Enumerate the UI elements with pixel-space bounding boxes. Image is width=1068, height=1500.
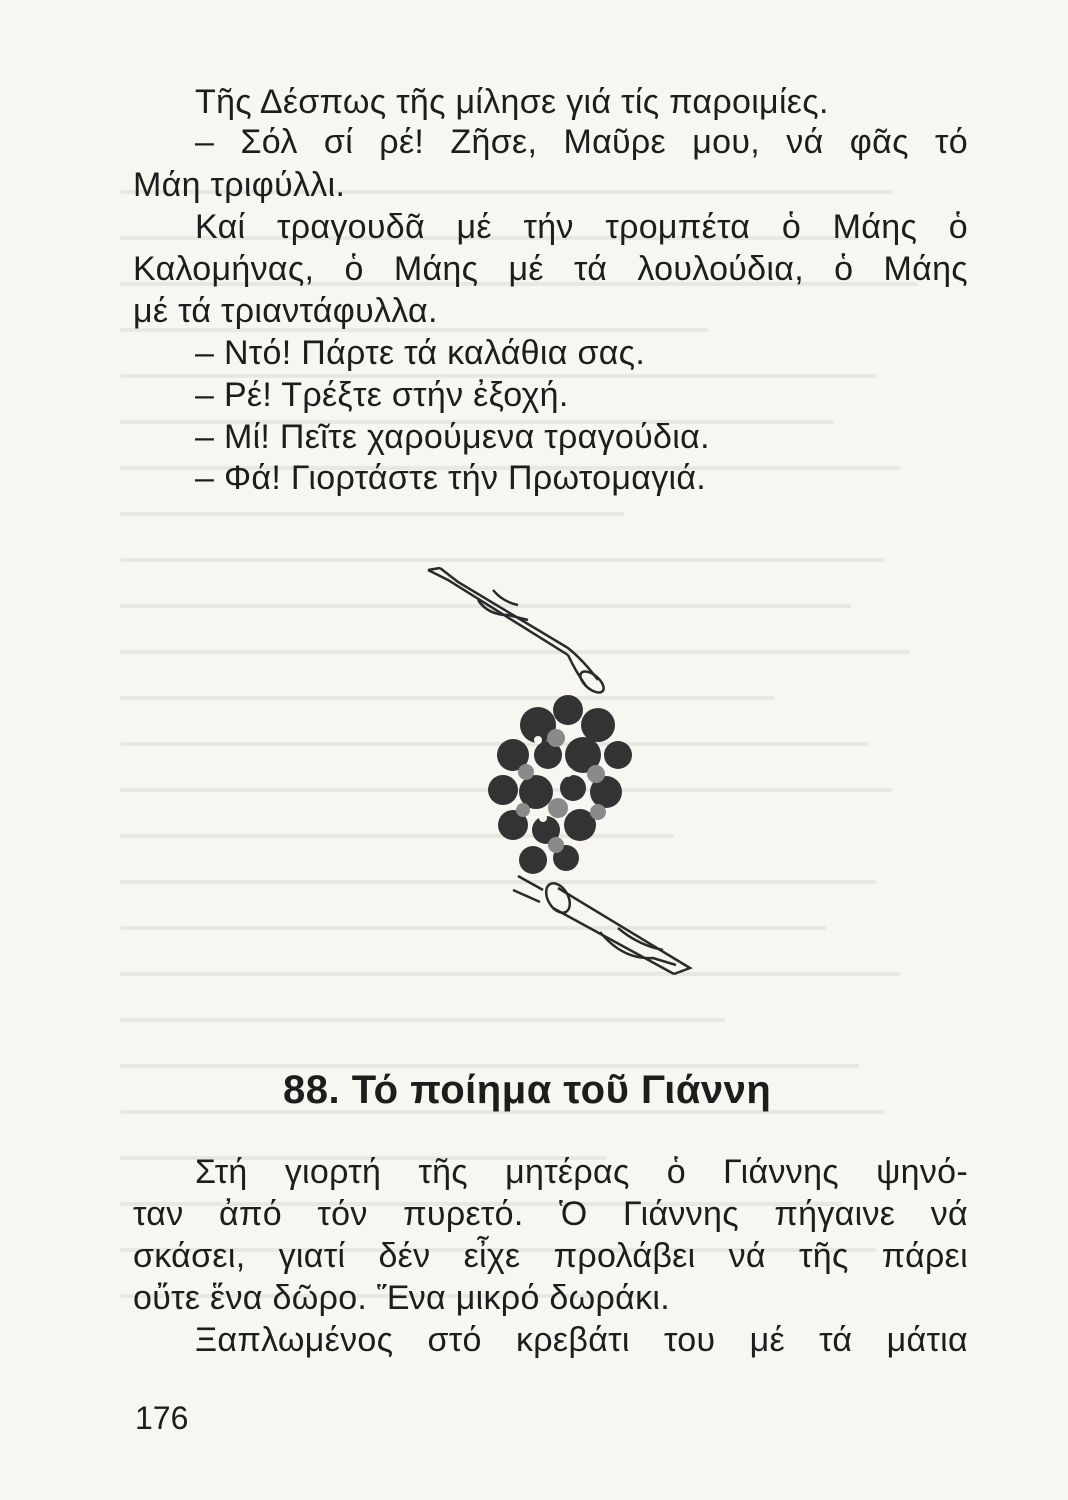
story-line-1: Στή γιορτή τῆς μητέρας ὁ Γιάννης ψηνό-: [195, 1153, 968, 1191]
text-line-9: – Μί! Πεῖτε χαρούμενα τραγούδια.: [195, 418, 710, 456]
text-line-4: Καί τραγουδᾶ μέ τήν τρομπέτα ὁ Μάης ὁ: [195, 208, 968, 246]
text-line-5: Καλομήνας, ὁ Μάης μέ τά λουλούδια, ὁ Μάης: [133, 250, 968, 288]
text-line-10: – Φά! Γιορτάστε τήν Πρωτομαγιά.: [195, 459, 707, 497]
story-line-5: Ξαπλωμένος στό κρεβάτι του μέ τά μάτια: [195, 1321, 968, 1359]
page-number: 176: [135, 1400, 189, 1436]
text-line-1: Τῆς Δέσπως τῆς μίλησε γιά τίς παροιμίες.: [195, 83, 829, 121]
section-heading: 88. Τό ποίημα τοῦ Γιάννη: [283, 1068, 772, 1112]
story-line-3: σκάσει, γιατί δέν εἶχε προλάβει νά τῆς πάρει: [133, 1237, 968, 1275]
story-line-4: οὔτε ἕνα δῶρο. Ἕνα μικρό δωράκι.: [133, 1279, 670, 1317]
text-line-7: – Ντό! Πάρτε τά καλάθια σας.: [195, 334, 646, 372]
text-line-3: Μάη τριφύλλι.: [133, 166, 346, 204]
text-line-8: – Ρέ! Τρέξτε στήν ἐξοχή.: [195, 376, 569, 414]
story-line-2: ταν ἀπό τόν πυρετό. Ὁ Γιάννης πήγαινε νά: [133, 1195, 968, 1233]
text-line-6: μέ τά τριαντάφυλλα.: [133, 292, 438, 330]
trumpets-and-flowers-illustration: [418, 560, 708, 990]
text-line-2: – Σόλ σί ρέ! Ζῆσε, Μαῦρε μου, νά φᾶς τό: [195, 123, 968, 161]
